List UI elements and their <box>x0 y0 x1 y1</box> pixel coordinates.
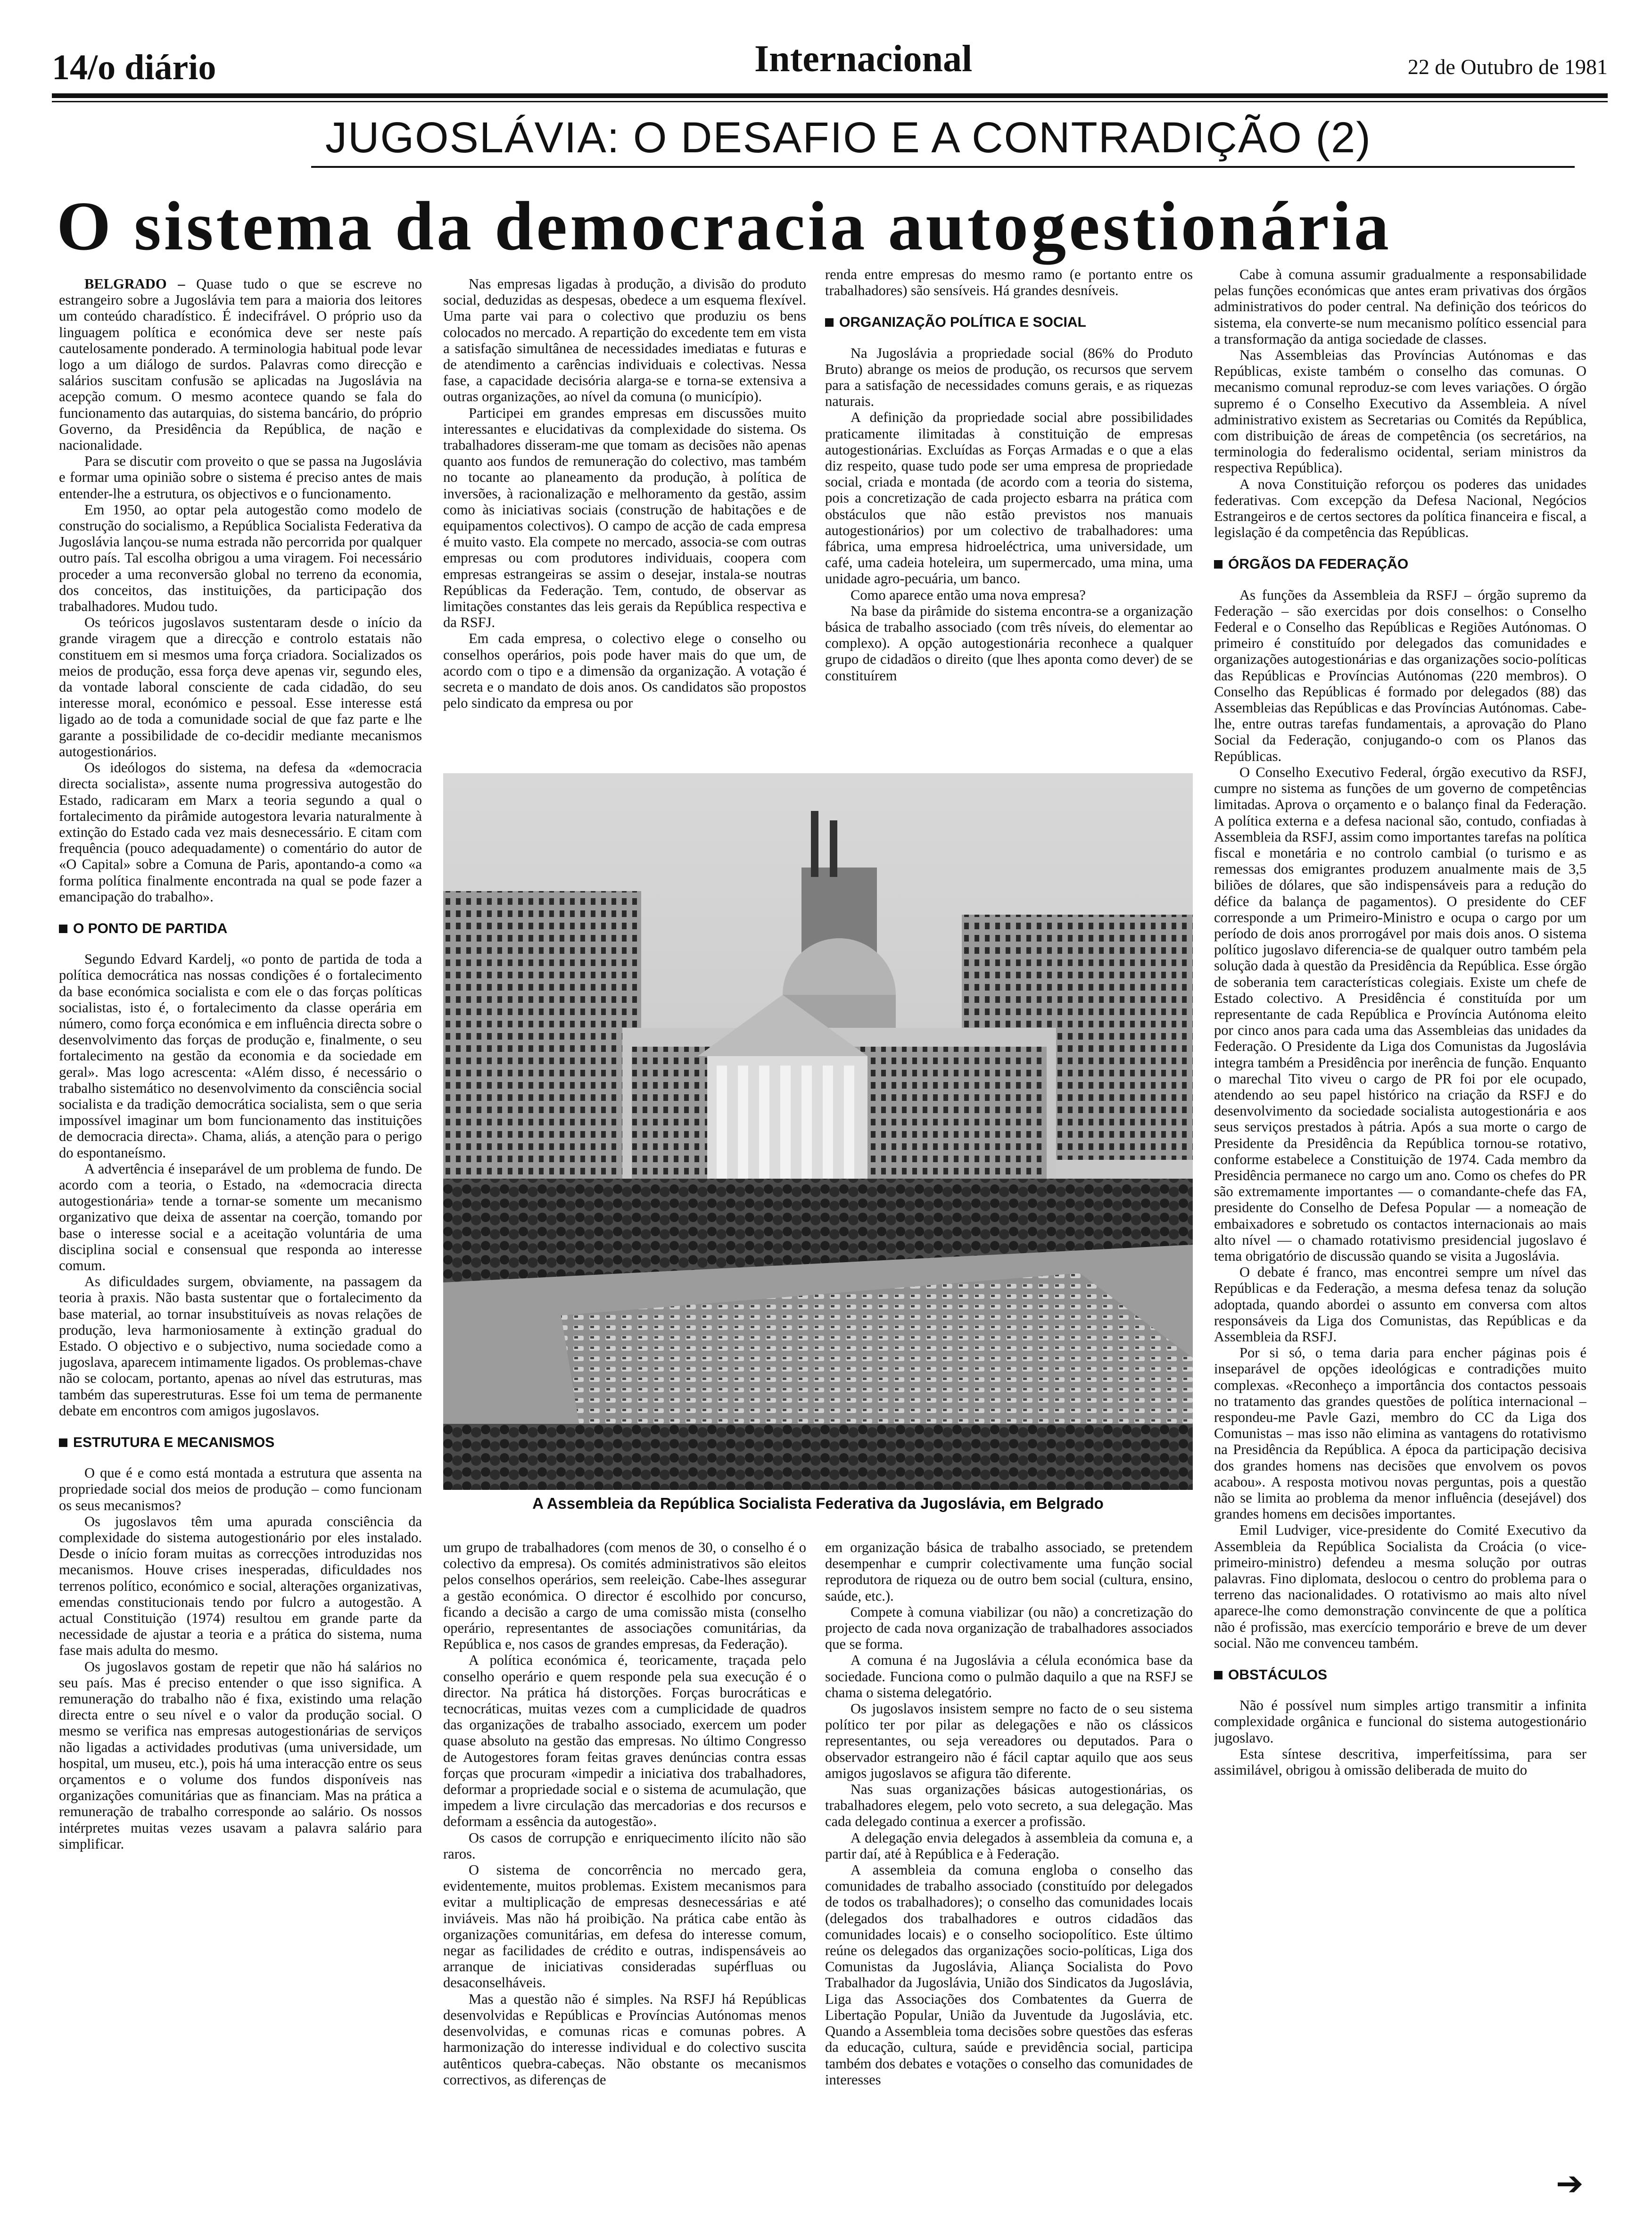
section-title: Internacional <box>754 38 973 80</box>
section-heading-label: ESTRUTURA E MECANISMOS <box>73 1435 275 1451</box>
paragraph: Cabe à comuna assumir gradualmente a responsabilidade pelas funções económicas que antes eram privativas dos órgãos administrativos do poder central. Na definição dos teóricos do sistema, ela converte-se num mecanismo político essencial para a transformação da antiga sociedade de classes. <box>1214 266 1586 347</box>
section-heading <box>825 314 1193 331</box>
paragraph: O que é e como está montada a estrutura que assenta na propriedade social dos meios de produção – como funcionam os seus mecanismos? <box>59 1465 422 1513</box>
continued-arrow-icon: ➔ <box>1556 2164 1584 2203</box>
paragraph: Quase tudo o que se escreve no estrangeiro sobre a Jugoslávia tem para a maioria dos leitores um conteúdo charadístico. É indecifrável. O próprio uso da linguagem política e económica deve ser neste país cautelosamente ponderado. A terminologia habitual pode levar logo a um diálogo de surdos. Palavras como direcção e salários suscitam confusão se aplicadas na Jugoslávia na acepção comum. O mesmo acontece quando se fala do funcionamento das autarquias, do sistema bancário, do próprio Governo, da Presidência da República, de nação e nacionalidade. <box>59 276 422 454</box>
photo-illustration <box>443 773 1193 1490</box>
paragraph: Os jugoslavos gostam de repetir que não há salários no seu país. Mas é preciso entender o que isso significa. A remuneração do trabalho não é fixa, existindo uma relação directa entre o seu nível e o valor da produção social. O mesmo se verifica nas empresas autogestionárias de serviços não ligadas a actividades produtivas (uma universidade, um hospital, um museu, etc.), pois há uma interacção entre os seus orçamentos e o volume dos fundos disponíveis nas organizações comunitárias que as financiam. Mas na prática a remuneração de trabalho corresponde ao salário. Os nossos intérpretes muitas vezes usavam a palavra salário para simplificar. <box>59 1658 422 1852</box>
square-bullet-icon <box>1214 1671 1222 1679</box>
paragraph: Por si só, o tema daria para encher páginas pois é inseparável de opções ideológicas e contradições muito complexas. «Reconheço a importância dos contactos pessoais no tratamento das grandes questões de política internacional – respondeu-me Pavle Gazi, membro do CC da Liga dos Comunistas – mas isso não elimina as vantagens do rotativismo na Presidência da República. A época da participação decisiva dos grandes homens nas decisões que envolvem os povos acabou». A resposta motivou novas perguntas, pois a questão não se limita ao problema da menor influência (desejável) dos grandes homens em decisões importantes. <box>1214 1345 1586 1522</box>
paragraph: As funções da Assembleia da RSFJ – órgão supremo da Federação – são exercidas por dois conselhos: o Conselho Federal e o Conselho das Repúblicas e Regiões Autónomas. O primeiro é constituído por delegados das comunidades e organizações autogestionárias e das organizações socio-políticas das Repúblicas e Províncias Autónomas (220 membros). O Conselho das Repúblicas é formado por delegados (88) das Assembleias das Repúblicas e das Províncias Autónomas. Cabe-lhe, entre outras tarefas fundamentais, a aprovação do Plano Social da Federação, conjugando-o com os Planos das Repúblicas. <box>1214 587 1586 764</box>
dateline: BELGRADO – <box>84 276 185 292</box>
paragraph: Como aparece então uma nova empresa? <box>851 587 1086 603</box>
section-heading-label: OBSTÁCULOS <box>1228 1667 1327 1683</box>
masthead-rule <box>52 93 1608 98</box>
paragraph: Os ideólogos do sistema, na defesa da «democracia directa socialista», assente numa progressiva autogestão do Estado, radicaram em Marx a teoria segundo a qual o fortalecimento da pirâmide autogestora levaria naturalmente à extinção do Estado cada vez mais desnecessário. E citam com frequência (pouco adequadamente) o comentário do autor de «O Capital» sobre a Comuna de Paris, apontando-a como «a forma política finalmente encontrada na qual se pode fazer a emancipação do trabalho». <box>59 760 422 905</box>
paragraph: A política económica é, teoricamente, traçada pelo conselho operário e quem responde pela sua execução é o director. Na prática há distorções. Forças burocráticas e tecnocráticas, muitas vezes com a cumplicidade de quadros das organizações de trabalho associado, exercem um poder quase absoluto na gestão das empresas. No último Congresso de Autogestores foram feitas graves denúncias contra essas forças que procuram «impedir a iniciativa dos trabalhadores, deformar a propriedade social e o sistema de acumulação, que impedem a livre circulação das mercadorias e dos recursos e deformam a essência da autogestão». <box>443 1652 806 1830</box>
paragraph: Participei em grandes empresas em discussões muito interessantes e elucidativas da complexidade do sistema. Os trabalhadores disseram-me que tomam as decisões não apenas quanto aos fundos de remuneração do colectivo, mas também no tocante ao planeamento da produção, à política de inversões, à racionalização e melhoramento da gestão, assim como às iniciativas sociais (construção de habitações e de equipamentos colectivos). O campo de acção de cada empresa é muito vasto. Ela compete no mercado, associa-se com outras empresas ou com produtores individuais, coopera com empresas estrangeiras se assim o desejar, instala-se noutras Repúblicas da Federação. Tem, contudo, de observar as limitações constantes das leis gerais da República respectiva e da RSFJ. <box>443 405 806 631</box>
paragraph: O Conselho Executivo Federal, órgão executivo da RSFJ, cumpre no sistema as funções de um governo de competências limitadas. Aprova o orçamento e o balanço final da Federação. A política externa e a defesa nacional são, contudo, confiadas à Assembleia da RSFJ, assim como importantes tarefas na política fiscal e monetária e no controlo cambial (o turismo e as remessas dos emigrantes produzem anualmente mais de 3,5 biliões de dólares, que são indispensáveis para a redução do défice da balança de pagamentos). O presidente do CEF corresponde a um Primeiro-Ministro e ocupa o cargo por um período de dois anos prorrogável por mais dois anos. O sistema político jugoslavo diferencia-se de qualquer outro também pela solução dada à questão da Presidência da República. Esse órgão de soberania tem características colegiais. Existe um chefe de Estado colectivo. A Presidência é constituída por um representante de cada República e Província Autónoma eleito por cinco anos para cada uma das Assembleias das unidades da Federação. O Presidente da Liga dos Comunistas da Jugoslávia integra também a Presidência por inerência de função. Enquanto o marechal Tito viveu o cargo de PR foi por ele ocupado, atendendo ao seu papel histórico na criação da RSFJ e do desenvolvimento da sociedade socialista autogestionária e aos seus serviços prestados à pátria. Após a sua morte o cargo de Presidente da Presidência da República tornou-se rotativo, conforme estabelece a Constituição de 1974. Cada membro da Presidência permanece no cargo um ano. Como os chefes do PR são extremamente importantes — o comandante-chefe das FA, presidente do Conselho de Defesa Popular — a nomeação de embaixadores e sobretudo os contactos internacionais ao mais alto nível — o chamado rotativismo presidencial jugoslavo é tema obrigatório de discussão quando se visita a Jugoslávia. <box>1214 764 1586 1264</box>
paragraph: Nas suas organizações básicas autogestionárias, os trabalhadores elegem, pelo voto secreto, a sua delegação. Mas cada delegado continua a exercer a profissão. <box>825 1781 1193 1830</box>
section-heading-label: ORGANIZAÇÃO POLÍTICA E SOCIAL <box>839 314 1086 331</box>
paragraph: Nas empresas ligadas à produção, a divisão do produto social, deduzidas as despesas, obedece a um esquema flexível. Uma parte vai para o colectivo que produziu os bens colocados no mercado. A repartição do excedente tem em vista a satisfação simultânea de necessidades imediatas e futuras e de atendimento a carências individuais e colectivas. Nessa fase, a capacidade decisória alarga-se e torna-se extensiva a outras organizações, ao nível da comuna (o município). <box>443 276 806 405</box>
series-kicker: JUGOSLÁVIA: O DESAFIO E A CONTRADIÇÃO (2) <box>325 114 1371 162</box>
square-bullet-icon <box>1214 560 1222 569</box>
square-bullet-icon <box>59 925 67 933</box>
paragraph: Não é possível num simples artigo transmitir a infinita complexidade orgânica e funcional do sistema autogestionário jugoslavo. <box>1214 1697 1586 1746</box>
paragraph: Em cada empresa, o colectivo elege o conselho ou conselhos operários, pois pode haver mais do que um, de acordo com o tipo e a dimensão da organização. A votação é secreta e o mandato de dois anos. Os candidatos são propostos pelo sindicato da empresa ou por <box>443 630 806 711</box>
masthead-rule-thin <box>52 101 1608 102</box>
paragraph: Emil Ludviger, vice-presidente do Comité Executivo da Assembleia da República Socialista da Croácia (o vice-primeiro-ministro) defendeu a mesma solução por outras palavras. Fino diplomata, deslocou o centro do problema para o terreno das nacionalidades. O rotativismo ao mais alto nível aparece-lhe como demonstração convincente de que a política não é profissão, mas exercício temporário e breve de um dever social. Não me convenceu também. <box>1214 1522 1586 1651</box>
paragraph: A assembleia da comuna engloba o conselho das comunidades de trabalho associado (constituído por delegados de todos os trabalhadores); o conselho das comunidades locais (delegados dos trabalhadores e outros cidadãos das comunidades locais) e o conselho sociopolítico. Este último reúne os delegados das organizações socio-políticas, Liga dos Comunistas da Jugoslávia, Aliança Socialista do Povo Trabalhador da Jugoslávia, União dos Sindicatos da Jugoslávia, Liga das Associações dos Combatentes da Guerra de Libertação Popular, União da Juventude da Jugoslávia, etc. Quando a Assembleia toma decisões sobre questões das esferas da educação, cultura, saúde e previdência social, participa também dos debates e votações o conselho das comunidades de interesses <box>825 1862 1193 2088</box>
paragraph: Segundo Edvard Kardelj, «o ponto de partida de toda a política democrática nas nossas condições é o fortalecimento da base económica socialista e com ele o das forças políticas socialistas, isto é, o fortalecimento da classe operária em número, como força económica e em influência directa sobre o desenvolvimento das forças de produção e, finalmente, o seu fortalecimento na gestão da economia e da sociedade em geral». Mas logo acrescenta: «Além disso, é necessário o trabalho sistemático no desenvolvimento da consciência social socialista e da tradição democrática socialista, sem o que seria impossível imaginar um bom funcionamento das instituições de democracia directa». Chama, aliás, a atenção para o perigo do espontaneísmo. <box>59 951 422 1161</box>
paragraph: As dificuldades surgem, obviamente, na passagem da teoria à praxis. Não basta sustentar que o fortalecimento da base material, ao tornar insubstituíveis as novas relações de produção, leva harmoniosamente à extinção gradual do Estado. O objectivo e o subjectivo, numa sociedade como a jugoslava, aparecem intimamente ligados. Os problemas-chave não se colocam, portanto, apenas ao nível das estruturas, mas também das superestruturas. Esse foi um tema de permanente debate em encontros com amigos jugoslavos. <box>59 1273 422 1419</box>
paragraph: Na Jugoslávia a propriedade social (86% do Produto Bruto) abrange os meios de produção, os recursos que servem para a satisfação de necessidades comuns gerais, e as riquezas naturais. <box>825 345 1193 410</box>
article-column-1 <box>59 276 422 1983</box>
paragraph: Os jugoslavos têm uma apurada consciência da complexidade do sistema autogestionário por eles instalado. Desde o início foram muitas as correcções introduzidas nos mecanismos. Houve crises inesperadas, dificuldades nos terrenos político, económico e social, alterações organizativas, emendas constitucionais tendo por fulcro a autogestão. A actual Constituição (1974) resultou em grande parte da necessidade de ajustar a teoria e a prática do sistema, numa fase mais adulta do mesmo. <box>59 1513 422 1659</box>
kicker-underline <box>311 166 1575 168</box>
section-heading <box>1214 556 1586 572</box>
paragraph: Na base da pirâmide do sistema encontra-se a organização básica de trabalho associado (com três níveis, do elementar ao complexo). A opção autogestionária reconhece a qualquer grupo de cidadãos o direito (que lhes aponta como dever) de se constituírem <box>825 603 1193 684</box>
paragraph: Os jugoslavos insistem sempre no facto de o seu sistema político ter por pilar as delegações e não os clássicos representantes, ou seja vereadores ou deputados. Para o observador estrangeiro não é fácil captar aquilo que aos seus amigos jugoslavos se afigura tão diferente. <box>825 1701 1193 1781</box>
paragraph: Nas Assembleias das Províncias Autónomas e das Repúblicas, existe também o conselho das comunas. O mecanismo comunal reproduz-se com leves variações. O órgão supremo é o Conselho Executivo da Assembleia. A nível administrativo existem as Secretarias ou Comités da República, com distribuição de áreas de competência (os secretários, na terminologia do federalismo ocidental, seriam ministros da respectiva República). <box>1214 347 1586 476</box>
paragraph: A advertência é inseparável de um problema de fundo. De acordo com a teoria, o Estado, na «democracia directa autogestionária» tende a tornar-se somente um mecanismo organizativo que deixa de assentar na coerção, tomando por base o interesse social e a aceitação voluntária de uma disciplina social e consensual que responda ao interesse comum. <box>59 1160 422 1273</box>
section-heading <box>59 921 422 937</box>
article-column-4 <box>1214 266 1586 1964</box>
photo-caption: A Assembleia da República Socialista Federativa da Jugoslávia, em Belgrado <box>532 1495 1104 1512</box>
paragraph: um grupo de trabalhadores (com menos de 30, o conselho é o colectivo da empresa). Os comités administrativos são eleitos pelos conselhos operários, sem reeleição. Cabe-lhes assegurar a gestão económica. O director é escolhido por concurso, ficando a decisão a cargo de uma comissão mista (conselho operário, representantes de associações comunitárias, da República e, nos casos de grandes empresas, da Federação). <box>443 1539 806 1653</box>
paragraph: A definição da propriedade social abre possibilidades praticamente ilimitadas à constituição de empresas autogestionárias. Excluídas as Forças Armadas e o que a elas diz respeito, quase tudo pode ser uma empresa de propriedade social, criada e montada (de acordo com a teoria do sistema, pois a concretização de cada projecto esbarra na prática com obstáculos que não estão previstos nos manuais autogestionários) por um colectivo de trabalhadores: uma fábrica, uma empresa hidroeléctrica, uma universidade, um café, uma cadeia hoteleira, um supermercado, uma mina, uma unidade agro-pecuária, um banco. <box>825 409 1193 587</box>
section-heading-label: ÓRGÃOS DA FEDERAÇÃO <box>1228 556 1409 572</box>
paragraph: O debate é franco, mas encontrei sempre um nível das Repúblicas e da Federação, a mesma defesa tenaz da solução adoptada, quando abordei o assunto em conversa com altos responsáveis da Liga dos Comunistas, das Repúblicas e da Assembleia da RSFJ. <box>1214 1264 1586 1345</box>
article-column-3-continued <box>825 1539 1193 2199</box>
paragraph: Em 1950, ao optar pela autogestão como modelo de construção do socialismo, a República Socialista Federativa da Jugoslávia lançou-se numa estrada não percorrida por qualquer outro país. Tal escolha obrigou a uma viragem. Foi necessário proceder a uma reconversão global no terreno da economia, dos conceitos, das instituições, da participação dos trabalhadores. Mudou tudo. <box>59 501 422 615</box>
paragraph: A comuna é na Jugoslávia a célula económica base da sociedade. Funciona como o pulmão daquilo a que na RSFJ se chama o sistema delegatório. <box>825 1652 1193 1701</box>
paragraph: A nova Constituição reforçou os poderes das unidades federativas. Com excepção da Defesa Nacional, Negócios Estrangeiros e de certos sectores da política financeira e fiscal, a legislação é da competência das Repúblicas. <box>1214 476 1586 541</box>
paragraph: em organização básica de trabalho associado, se pretendem desempenhar e cumprir colectivamente uma função social reprodutora de riqueza ou de outro bem social (cultura, ensino, saúde, etc.). <box>825 1539 1193 1604</box>
paragraph: renda entre empresas do mesmo ramo (e portanto entre os trabalhadores) são sensíveis. Há grandes desníveis. <box>825 266 1193 299</box>
paragraph: Compete à comuna viabilizar (ou não) a concretização do projecto de cada nova organização de trabalhadores associados que se forma. <box>825 1603 1193 1653</box>
section-heading-label: O PONTO DE PARTIDA <box>73 920 228 936</box>
paragraph: Os casos de corrupção e enriquecimento ilícito não são raros. <box>443 1829 806 1862</box>
issue-date: 22 de Outubro de 1981 <box>1407 55 1608 79</box>
paragraph: Mas a questão não é simples. Na RSFJ há Repúblicas desenvolvidas e Repúblicas e Províncias Autónomas menos desenvolvidas, e comunas ricas e comunas pobres. A harmonização do interesse individual e do colectivo suscita autênticos quebra-cabeças. Não obstante os mecanismos correctivos, as diferenças de <box>443 1991 806 2088</box>
paragraph: Para se discutir com proveito o que se passa na Jugoslávia e formar uma opinião sobre o sistema é preciso antes de mais entender-lhe a estrutura, os objectivos e o funcionamento. <box>59 453 422 502</box>
article-column-2 <box>443 276 806 757</box>
paragraph: A delegação envia delegados à assembleia da comuna e, a partir daí, até à República e à Federação. <box>825 1829 1193 1862</box>
square-bullet-icon <box>59 1438 67 1447</box>
paragraph: Os teóricos jugoslavos sustentaram desde o início da grande viragem que a direcção e controlo estatais não constituem em si mesmos uma força criadora. Socializados os meios de produção, essa força deve apenas vir, segundo eles, da vontade laboral consciente de cada cidadão, do seu interesse moral, económico e pessoal. Esse interesse está ligado ao de toda a comunidade social de que faz parte e lhe garante a possibilidade de co-decidir mediante mecanismos autogestionários. <box>59 614 422 760</box>
page-number-brand: 14/o diário <box>52 48 216 87</box>
paragraph: O sistema de concorrência no mercado gera, evidentemente, muitos problemas. Existem mecanismos para evitar a multiplicação de empresas desnecessárias e até inviáveis. Mas não há proibição. Na prática cabe então às organizações comunitárias, em defesa do interesse comum, negar as facilidades de crédito e outras, indispensáveis ao arranque de iniciativas consideradas supérfluas ou desaconselháveis. <box>443 1862 806 1991</box>
square-bullet-icon <box>825 318 834 327</box>
article-headline: O sistema da democracia autogestionária <box>57 188 1392 265</box>
assembly-building-photo <box>443 773 1193 1490</box>
section-heading <box>59 1435 422 1451</box>
paragraph: Esta síntese descritiva, imperfeitíssima, para ser assimilável, obrigou à omissão deliberada de muito do <box>1214 1745 1586 1778</box>
article-column-2-continued <box>443 1539 806 2199</box>
section-heading <box>1214 1667 1586 1683</box>
article-column-3 <box>825 266 1193 761</box>
